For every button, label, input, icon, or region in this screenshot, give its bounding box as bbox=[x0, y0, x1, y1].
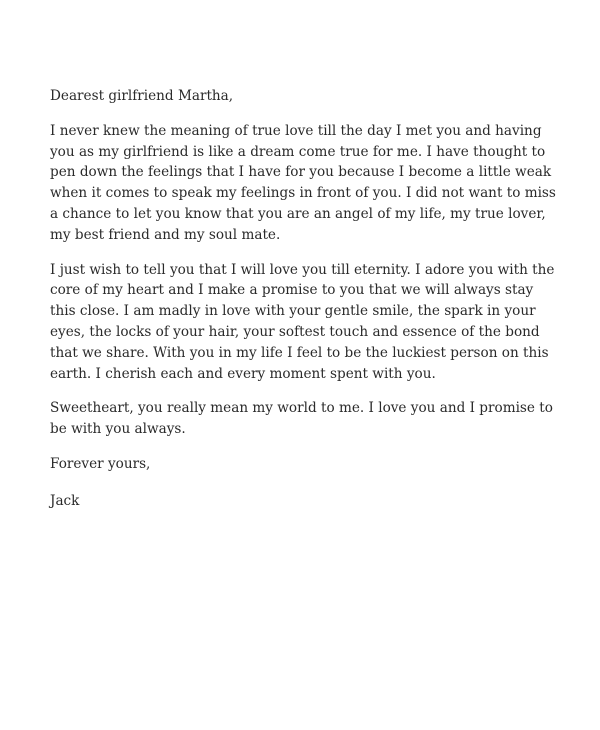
letter-body bbox=[50, 86, 580, 512]
letter-closing: Forever yours, bbox=[50, 455, 151, 472]
paragraph-line: earth. I cherish each and every moment spent with you. bbox=[50, 365, 436, 382]
paragraph-line: a chance to let you know that you are an angel of my life, my true lover, bbox=[50, 205, 546, 222]
paragraph-2 bbox=[50, 260, 580, 385]
paragraph-line: core of my heart and I make a promise to you that we will always stay bbox=[50, 282, 534, 299]
paragraph-line: this close. I am madly in love with your gentle smile, the spark in your bbox=[50, 303, 536, 320]
paragraph-line: be with you always. bbox=[50, 421, 186, 438]
paragraph-line: I just wish to tell you that I will love you till eternity. I adore you with the bbox=[50, 261, 555, 278]
paragraph-line: pen down the feelings that I have for you because I become a little weak bbox=[50, 164, 552, 181]
letter-signature: Jack bbox=[50, 492, 80, 509]
paragraph-1 bbox=[50, 121, 580, 246]
paragraph-line: my best friend and my soul mate. bbox=[50, 226, 281, 243]
letter-greeting: Dearest girlfriend Martha, bbox=[50, 88, 234, 104]
paragraph-line: eyes, the locks of your hair, your softest touch and essence of the bond bbox=[50, 323, 540, 340]
paragraph-line: Sweetheart, you really mean my world to me. I love you and I promise to bbox=[50, 400, 553, 417]
paragraph-line: I never knew the meaning of true love till the day I met you and having bbox=[50, 122, 542, 139]
paragraph-3 bbox=[50, 398, 580, 440]
paragraph-line: when it comes to speak my feelings in front of you. I did not want to miss bbox=[50, 185, 556, 202]
paragraph-line: you as my girlfriend is like a dream come true for me. I have thought to bbox=[50, 143, 546, 160]
paragraph-line: that we share. With you in my life I feel to be the luckiest person on this bbox=[50, 344, 549, 361]
